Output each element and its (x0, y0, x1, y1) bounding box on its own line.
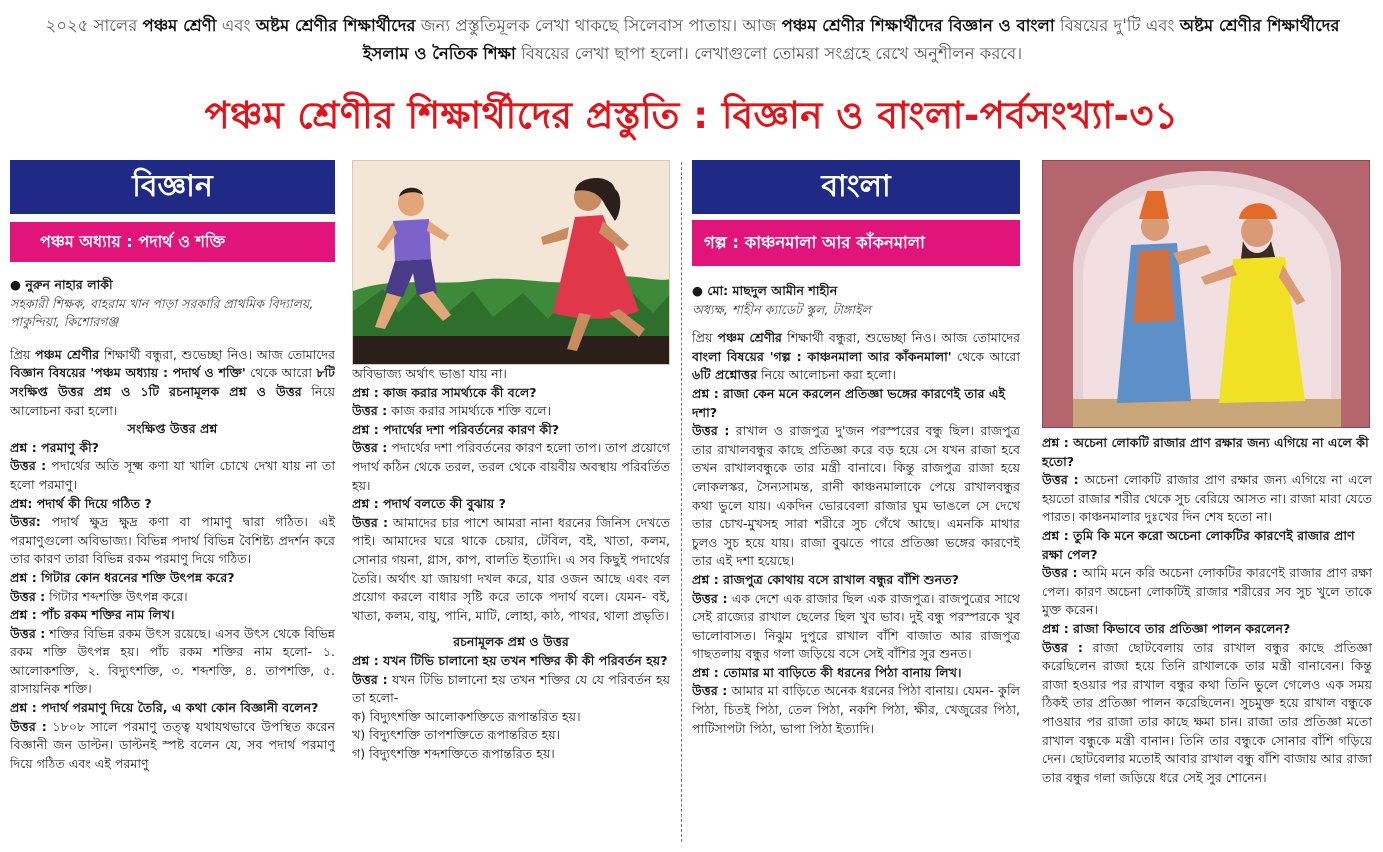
short-answer-title: সংক্ষিপ্ত উত্তর প্রশ্ন (127, 421, 218, 437)
qa-item (10, 569, 335, 606)
qa-item (10, 699, 335, 773)
bangla-story-title: গল্প : কাঞ্চনমালা আর কাঁকনমালা (692, 220, 1020, 266)
continued-text: অবিভাজ্য অর্থাৎ ভাঙা যায় না। (352, 366, 507, 381)
question: প্রশ্ন : পদার্থ পরমাণু দিয়ে তৈরি, এ কথা কোন বিজ্ঞানী বলেন? (10, 700, 319, 716)
answer: উত্তর : রাজা ছোটবেলায় তার রাখাল বন্ধুর কাছে প্রতিজ্ঞা করেছিলেন রাজা হয়ে তিনি রাখালকে তার মন্ত্রী বানাবেন। কিন্তু রাজা হওয়ার পর রাখাল বন্ধুর কথা তিনি ভুলে গেলেও এক সময় ঠিকই তার প্রতিজ্ঞা পালন করেছিলেন। সুচমুক্ত হয়ে রাখাল বন্ধুকে পাওয়ার পর রাজা তার কাছে ক্ষমা চান। রাজা তার প্রতিজ্ঞা মতো রাখাল বন্ধুকে মন্ত্রী বানান। তিনি তার বন্ধুকে সোনার বাঁশি গড়িয়ে দেন। ছোটবেলার মতোই আবার রাখাল বন্ধু বাঁশি বাজায় আর রাজা তার বন্ধুর গলা জড়িয়ে ধরে সেই সুর শোনেন। (1042, 639, 1372, 785)
question: প্রশ্ন : পদার্থ বলতে কী বুঝায় ? (352, 496, 506, 512)
answer: উত্তর : গিটার শব্দশক্তি উৎপন্ন করে। (10, 588, 188, 604)
qa-item (692, 571, 1020, 664)
answer: উত্তর : ১৮০৮ সালে পরমাণু তত্ত্ব যথাযথভাবে উপস্থিত করেন বিজ্ঞানী জন ডাল্টন। ডাল্টনই স্পষ্ট বলেন যে, সব পদার্থ পরমাণু দিয়ে গঠিত এবং এই পরমাণু (10, 718, 335, 771)
qa-item (692, 664, 1020, 738)
answer: উত্তর : কাজ করার সামর্থ্যকে শক্তি বলে। (352, 403, 552, 419)
science-chapter-title: পঞ্চম অধ্যায় : পদার্থ ও শক্তি (10, 222, 335, 262)
question: প্রশ্ন : তুমি কি মনে করো অচেনা লোকটির কারণেই রাজার প্রাণ রক্ষা পেল? (1042, 527, 1355, 562)
page-headline: পঞ্চম শ্রেণীর শিক্ষার্থীদের প্রস্তুতি : বিজ্ঞান ও বাংলা-পর্বসংখ্যা-৩১ (204, 94, 1179, 137)
essay-question: প্রশ্ন : যখন টিভি চালানো হয় তখন শক্তির কী কী পরিবর্তন হয়? (352, 652, 668, 668)
science-affiliation: সহকারী শিক্ষক, বাহরাম খান পাড়া সরকারি প্রাথমিক বিদ্যালয়, পাকুন্দিয়া, কিশোরগঞ্জ (10, 295, 314, 330)
question: প্রশ্ন : গিটার কোন ধরনের শক্তি উৎপন্ন করে? (10, 569, 235, 585)
answer: উত্তর : আমাদের চার পাশে আমরা নানা ধরনের জিনিস দেখতে পাই। আমাদের ঘরে থাকে চেয়ার, টেবিল, বই, খাতা, কলম, সোনার গয়না, গ্লাস, কাপ, বালতি ইত্যাদি। এ সব কিছুই পদার্থের তৈরি। অর্থাৎ যা জায়গা দখল করে, যার ওজন আছে এবং বল প্রয়োগ করলে বাধার সৃষ্টি করে তাকে পদার্থ বলে। যেমন- বই, খাতা, কলম, বায়ু, পানি, মাটি, লোহা, কাঠ, পাথর, থালা প্রভৃতি। (352, 514, 670, 623)
question: প্রশ্ন : তোমার মা বাড়িতে কী ধরনের পিঠা বানায় লিখ। (692, 664, 962, 680)
essay-answer: উত্তর : যখন টিভি চালানো হয় তখন শক্তির যে যে পরিবর্তন হয় তা হলো- (352, 671, 670, 706)
bangla-affiliation: অধ্যক্ষ, শাহীন ক্যাডেট স্কুল, টাঙ্গাইল (692, 301, 871, 317)
intro-text: ২০২৫ সালের পঞ্চম শ্রেণী এবং অষ্টম শ্রেণীর শিক্ষার্থীদের জন্য প্রস্তুতিমূলক লেখা থাকছে সিলেবাস পাতায়। আজ পঞ্চম শ্রেণীর শিক্ষার্থীদের বিজ্ঞান ও বাংলা বিষয়ের দু'টি এবং অষ্টম শ্রেণীর শিক্ষার্থীদের ইসলাম ও নৈতিক শিক্ষা বিষয়ের লেখা ছাপা হলো। লেখাগুলো তোমরা সংগ্রহে রেখে অনুশীলন করবে। (45, 16, 1340, 63)
science-author: ● নুরুন নাহার লাকী (10, 277, 113, 292)
question: প্রশ্ন : রাজা কেন মনে করলেন প্রতিজ্ঞা ভঙ্গের কারণেই তার এই দশা? (692, 385, 1006, 420)
qa-item (10, 439, 335, 495)
bangla-continued-column (1042, 160, 1372, 850)
qa-item (1042, 527, 1372, 620)
answer: উত্তর: পদার্থ ক্ষুদ্র ক্ষুদ্র কণা বা পামাণু দ্বারা গঠিত। এই পরমাণুগুলো অবিভাজ্য। বিভিন্ন পদার্থ বিভিন্ন বৈশিষ্ট্য প্রদর্শন করে তার কারণ তারা বিভিন্ন রকম পরমাণু দিয়ে গঠিত। (10, 514, 335, 567)
answer: উত্তর : শক্তির বিভিন্ন রকম উৎস রয়েছে। এসব উৎস থেকে বিভিন্ন রকম শক্তি উৎপন্ন হয়। পাঁচ রকম শক্তির নাম হলো- ১. আলোকশক্তি, ২. বিদ্যুৎশক্তি, ৩. শব্দশক্তি, ৪. তাপশক্তি, ৫. রাসায়নিক শক্তি। (10, 625, 335, 697)
qa-item (352, 384, 670, 421)
qa-item (10, 495, 335, 569)
children-running-image (353, 161, 670, 365)
science-section-header: বিজ্ঞান (10, 160, 335, 214)
qa-item (692, 385, 1020, 571)
question: প্রশ্ন : রাজা কিভাবে তার প্রতিজ্ঞা পালন করলেন? (1042, 620, 1291, 636)
king-and-stranger-image (1043, 161, 1370, 428)
answer: উত্তর : পদার্থের অতি সূক্ষ্ম কণা যা খালি চোখে দেখা যায় না তা হলো পরমাণু। (10, 458, 335, 492)
qa-item (352, 495, 670, 625)
question: প্রশ্ন: পদার্থ কী দিয়ে গঠিত ? (10, 495, 152, 511)
bangla-author: ● মো: মাছদুল আমীন শাহীন (692, 283, 838, 298)
answer: উত্তর : এক দেশে এক রাজার ছিল এক রাজপুত্র। রাজপুত্রের সাথে সেই রাজ্যের রাখাল ছেলের ছিল খুব ভাব। দুই বন্ধু পরস্পরকে খুব ভালোবাসত। নিঝুম দুপুরে রাখাল বাঁশি বাজাত আর রাজপুত্র গাছতলায় বন্ধুর গলা জড়িয়ে বসে সেই বাঁশির সুর শুনত। (692, 590, 1020, 662)
science-continued-column (352, 160, 670, 850)
qa-item (10, 606, 335, 699)
column-divider (681, 162, 682, 842)
essay-point: খ) বিদ্যুৎশক্তি তাপশক্তিতে রূপান্তরিত হয়। (352, 727, 561, 743)
bangla-intro: প্রিয় পঞ্চম শ্রেণীর শিক্ষার্থী বন্ধুরা, শুভেচ্ছা নিও। আজ তোমাদের বাংলা বিষয়ের 'গল্প : কাঞ্চনমালা আর কাঁকনমালা' থেকে আরো ৬টি প্রশ্নোত্তর নিয়ে আলোচনা করা হলো। (692, 330, 1020, 383)
answer: উত্তর : আমার মা বাড়িতে অনেক ধরনের পিঠা বানায়। যেমন- কুলি পিঠা, চিতই পিঠা, তেল পিঠা, নকশি পিঠা, ক্ষীর, খেজুরের পিঠা, পাটিসাপটা পিঠা, ভাপা পিঠা ইত্যাদি। (692, 683, 1020, 736)
answer: উত্তর : পদার্থের দশা পরিবর্তনের কারণ হলো তাপ। তাপ প্রয়োগে পদার্থ কঠিন থেকে তরল, তরল থেকে বায়বীয় অবস্থায় পরিবর্তিত হয়। (352, 440, 670, 493)
children-running-illustration (352, 160, 670, 365)
bangla-section-header: বাংলা (692, 160, 1020, 214)
essay-point: গ) বিদ্যুৎশক্তি শব্দশক্তিতে রূপান্তরিত হয়। (352, 745, 555, 761)
science-column (10, 160, 335, 850)
question: প্রশ্ন : পদার্থের দশা পরিবর্তনের কারণ কী? (352, 421, 560, 437)
question: প্রশ্ন : অচেনা লোকটি রাজার প্রাণ রক্ষার জন্য এগিয়ে না এলে কী হতো? (1042, 435, 1369, 469)
essay-section-title: রচনামূলক প্রশ্ন ও উত্তর (453, 634, 569, 650)
question: প্রশ্ন : রাজপুত্র কোথায় বসে রাখাল বন্ধুর বাঁশি শুনত? (692, 571, 959, 587)
answer: উত্তর : অচেনা লোকটি রাজার প্রাণ রক্ষার জন্য এগিয়ে না এলে হয়তো রাজার শরীর থেকে সুচ বেরিয়ে আসত না। রাজা মারা যেতে পারত। কাঞ্চনমালার দুঃখের দিন শেষ হতো না। (1042, 472, 1372, 525)
answer: উত্তর : আমি মনে করি অচেনা লোকটির কারণেই রাজার প্রাণ রক্ষা পেল। কারণ অচেনা লোকটিই রাজার শরীরের সব সুচ খুলে তাকে মুক্ত করেন। (1042, 565, 1372, 618)
question: প্রশ্ন : পাঁচ রকম শক্তির নাম লিখ। (10, 607, 175, 623)
essay-point: ক) বিদ্যুৎশক্তি আলোকশক্তিতে রূপান্তরিত হয়। (352, 708, 581, 724)
bangla-column (692, 160, 1020, 850)
king-and-stranger-illustration (1042, 160, 1370, 428)
qa-item (1042, 434, 1372, 527)
answer: উত্তর : রাখাল ও রাজপুত্র দু'জন পরস্পরের বন্ধু ছিল। রাজপুত্র তার রাখালবন্ধুর কাছে প্রতিজ্ঞা করে বড় হয়ে সে যখন রাজা হবে তখন রাখালবন্ধুকে তার মন্ত্রী বানাবে। কিন্তু রাজপুত্র রাজা হয়ে লোকলস্কর, সৈন্যসামন্ত, রানী কাঞ্চনমালাকে পেয়ে রাখালবন্ধুর কথা ভুলে যায়। একদিন ভোরবেলা রাজার ঘুম ভাঙলে সে দেখে তার চোখ-মুখসহ সারা শরীরে সুচ গেঁথে আছে। এমনকি মাথার চুলও সুচ হয়ে যায়। রাজা বুঝতে পারে প্রতিজ্ঞা ভঙ্গের কারণেই তার এই দশা হয়েছে। (692, 423, 1020, 569)
science-intro: প্রিয় পঞ্চম শ্রেণীর শিক্ষার্থী বন্ধুরা, শুভেচ্ছা নিও। আজ তোমাদের বিজ্ঞান বিষয়ের 'পঞ্চম অধ্যায় : পদার্থ ও শক্তি' থেকে আরো ৮টি সংক্ষিপ্ত উত্তর প্রশ্ন ও ১টি রচনামূলক প্রশ্ন ও উত্তর নিয়ে আলোচনা করা হলো। (10, 346, 335, 418)
qa-item (352, 421, 670, 495)
question: প্রশ্ন : কাজ করার সামর্থ্যকে কী বলে? (352, 384, 537, 400)
qa-item (1042, 620, 1372, 787)
question: প্রশ্ন : পরমাণু কী? (10, 439, 99, 455)
